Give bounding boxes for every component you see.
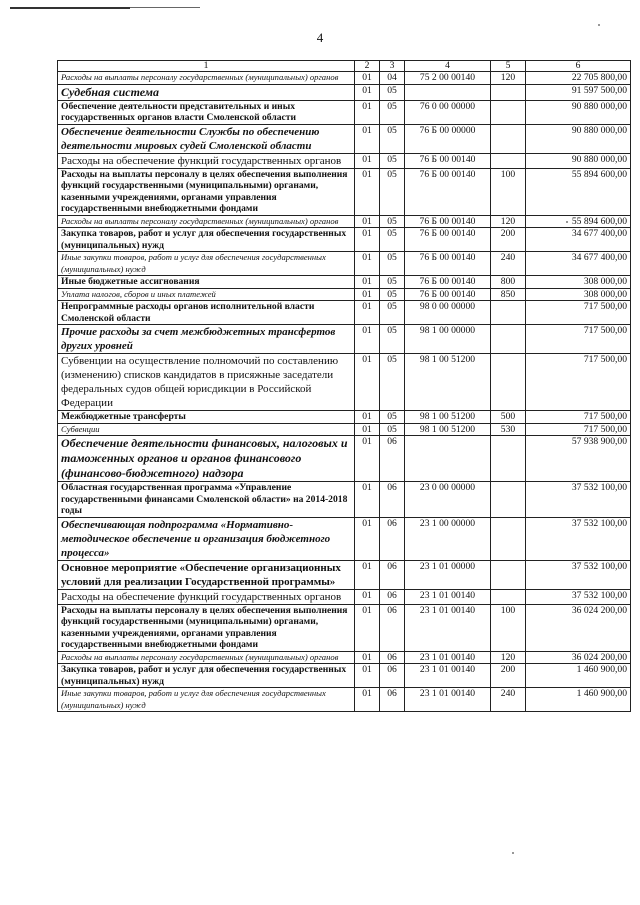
row-amount-cell: 90 880 000,00 bbox=[526, 153, 631, 168]
row-amount-cell: 717 500,00 bbox=[526, 301, 631, 325]
row-name-cell: Обеспечивающая подпрограмма «Нормативно-методическое обеспечение и организация бюджетного процесса» bbox=[58, 517, 355, 560]
row-name-cell: Иные бюджетные ассигнования bbox=[58, 276, 355, 289]
row-section-cell: 01 bbox=[355, 436, 380, 482]
column-header-name: 1 bbox=[58, 61, 355, 72]
row-expense-type-cell bbox=[491, 482, 526, 518]
row-expense-type-cell: 850 bbox=[491, 288, 526, 301]
row-expense-type-cell: 530 bbox=[491, 423, 526, 436]
row-target-article-cell: 98 1 00 00000 bbox=[405, 325, 491, 354]
row-section-cell: 01 bbox=[355, 215, 380, 228]
row-target-article-cell: 75 2 00 00140 bbox=[405, 72, 491, 85]
table-row bbox=[58, 252, 631, 276]
row-target-article-cell: 76 Б 00 00140 bbox=[405, 252, 491, 276]
column-header-subsection: 3 bbox=[380, 61, 405, 72]
row-section-cell: 01 bbox=[355, 276, 380, 289]
table-row bbox=[58, 72, 631, 85]
table-row bbox=[58, 354, 631, 411]
row-name-cell: Закупка товаров, работ и услуг для обеспечения государственных (муниципальных) нужд bbox=[58, 664, 355, 688]
table-body bbox=[58, 72, 631, 712]
row-amount-cell: 37 532 100,00 bbox=[526, 517, 631, 560]
table-row bbox=[58, 560, 631, 589]
row-expense-type-cell bbox=[491, 589, 526, 604]
scan-top-line-faint bbox=[130, 7, 200, 8]
row-target-article-cell: 23 1 01 00140 bbox=[405, 651, 491, 664]
row-name-cell: Расходы на обеспечение функций государственных органов bbox=[58, 153, 355, 168]
row-target-article-cell bbox=[405, 436, 491, 482]
budget-table bbox=[57, 60, 631, 712]
table-row bbox=[58, 301, 631, 325]
row-section-cell: 01 bbox=[355, 288, 380, 301]
scan-speck bbox=[512, 852, 514, 854]
row-subsection-cell: 05 bbox=[380, 423, 405, 436]
row-name-cell: Обеспечение деятельности финансовых, налоговых и таможенных органов и органов финансового (финансово-бюджетного) надзора bbox=[58, 436, 355, 482]
table-row bbox=[58, 482, 631, 518]
row-expense-type-cell: 120 bbox=[491, 72, 526, 85]
row-expense-type-cell: 200 bbox=[491, 228, 526, 252]
row-subsection-cell: 05 bbox=[380, 124, 405, 153]
row-expense-type-cell bbox=[491, 100, 526, 124]
row-section-cell: 01 bbox=[355, 688, 380, 712]
row-expense-type-cell bbox=[491, 436, 526, 482]
row-expense-type-cell: 100 bbox=[491, 604, 526, 651]
row-name-cell: Расходы на выплаты персоналу в целях обеспечения выполнения функций государственными (муниципальными) органами, казенными учреждениями, органами управления государственными внебюджетными фондами bbox=[58, 604, 355, 651]
scan-speck bbox=[598, 24, 600, 26]
row-target-article-cell: 76 Б 00 00000 bbox=[405, 124, 491, 153]
row-name-cell: Иные закупки товаров, работ и услуг для обеспечения государственных (муниципальных) нужд bbox=[58, 688, 355, 712]
row-subsection-cell: 06 bbox=[380, 651, 405, 664]
row-name-cell: Судебная система bbox=[58, 84, 355, 100]
table-row bbox=[58, 436, 631, 482]
row-expense-type-cell bbox=[491, 517, 526, 560]
row-name-cell: Областная государственная программа «Управление государственными финансами Смоленской области» на 2014-2018 годы bbox=[58, 482, 355, 518]
row-target-article-cell bbox=[405, 84, 491, 100]
table-row bbox=[58, 276, 631, 289]
table-row bbox=[58, 517, 631, 560]
row-amount-cell: 37 532 100,00 bbox=[526, 482, 631, 518]
column-header-amount: 6 bbox=[526, 61, 631, 72]
row-subsection-cell: 04 bbox=[380, 72, 405, 85]
row-name-cell: Субвенции bbox=[58, 423, 355, 436]
table-row bbox=[58, 124, 631, 153]
row-expense-type-cell: 200 bbox=[491, 664, 526, 688]
row-amount-cell: 37 532 100,00 bbox=[526, 589, 631, 604]
row-expense-type-cell: 120 bbox=[491, 215, 526, 228]
row-target-article-cell: 23 0 00 00000 bbox=[405, 482, 491, 518]
row-subsection-cell: 05 bbox=[380, 215, 405, 228]
row-name-cell: Обеспечение деятельности представительных и иных государственных органов власти Смоленской области bbox=[58, 100, 355, 124]
row-section-cell: 01 bbox=[355, 411, 380, 424]
row-section-cell: 01 bbox=[355, 651, 380, 664]
row-subsection-cell: 05 bbox=[380, 100, 405, 124]
row-subsection-cell: 06 bbox=[380, 560, 405, 589]
row-subsection-cell: 06 bbox=[380, 482, 405, 518]
row-expense-type-cell bbox=[491, 124, 526, 153]
row-target-article-cell: 76 Б 00 00140 bbox=[405, 288, 491, 301]
column-number-row bbox=[58, 61, 631, 72]
row-section-cell: 01 bbox=[355, 228, 380, 252]
row-name-cell: Расходы на выплаты персоналу государственных (муниципальных) органов bbox=[58, 651, 355, 664]
row-expense-type-cell bbox=[491, 301, 526, 325]
row-target-article-cell: 76 Б 00 00140 bbox=[405, 228, 491, 252]
row-amount-cell: 717 500,00 bbox=[526, 411, 631, 424]
table-row bbox=[58, 84, 631, 100]
scan-speck bbox=[566, 221, 568, 223]
row-section-cell: 01 bbox=[355, 664, 380, 688]
row-name-cell: Расходы на выплаты персоналу в целях обеспечения выполнения функций государственными (муниципальными) органами, казенными учреждениями, органами управления государственными внебюджетными фондами bbox=[58, 168, 355, 215]
row-target-article-cell: 76 Б 00 00140 bbox=[405, 276, 491, 289]
table-row bbox=[58, 168, 631, 215]
row-name-cell: Расходы на выплаты персоналу государственных (муниципальных) органов bbox=[58, 215, 355, 228]
row-section-cell: 01 bbox=[355, 589, 380, 604]
table-row bbox=[58, 228, 631, 252]
row-name-cell: Основное мероприятие «Обеспечение организационных условий для реализации Государственной программы» bbox=[58, 560, 355, 589]
table-row bbox=[58, 604, 631, 651]
row-section-cell: 01 bbox=[355, 517, 380, 560]
row-target-article-cell: 76 Б 00 00140 bbox=[405, 153, 491, 168]
row-name-cell: Расходы на выплаты персоналу государственных (муниципальных) органов bbox=[58, 72, 355, 85]
row-expense-type-cell: 800 bbox=[491, 276, 526, 289]
row-section-cell: 01 bbox=[355, 153, 380, 168]
row-target-article-cell: 23 1 00 00000 bbox=[405, 517, 491, 560]
row-amount-cell: 717 500,00 bbox=[526, 354, 631, 411]
column-header-expense-type: 5 bbox=[491, 61, 526, 72]
row-target-article-cell: 98 1 00 51200 bbox=[405, 423, 491, 436]
row-amount-cell: 36 024 200,00 bbox=[526, 651, 631, 664]
row-amount-cell: 22 705 800,00 bbox=[526, 72, 631, 85]
row-subsection-cell: 06 bbox=[380, 589, 405, 604]
row-target-article-cell: 23 1 01 00140 bbox=[405, 664, 491, 688]
table-row bbox=[58, 589, 631, 604]
row-section-cell: 01 bbox=[355, 124, 380, 153]
column-header-target-article: 4 bbox=[405, 61, 491, 72]
table-row bbox=[58, 153, 631, 168]
scan-top-line bbox=[10, 7, 130, 9]
row-section-cell: 01 bbox=[355, 100, 380, 124]
row-subsection-cell: 06 bbox=[380, 664, 405, 688]
row-target-article-cell: 76 Б 00 00140 bbox=[405, 215, 491, 228]
row-subsection-cell: 06 bbox=[380, 604, 405, 651]
row-section-cell: 01 bbox=[355, 252, 380, 276]
row-subsection-cell: 05 bbox=[380, 301, 405, 325]
row-amount-cell: 1 460 900,00 bbox=[526, 688, 631, 712]
row-subsection-cell: 05 bbox=[380, 325, 405, 354]
row-expense-type-cell bbox=[491, 153, 526, 168]
row-subsection-cell: 05 bbox=[380, 411, 405, 424]
table-row bbox=[58, 411, 631, 424]
table-row bbox=[58, 651, 631, 664]
row-amount-cell: 55 894 600,00 bbox=[526, 215, 631, 228]
row-subsection-cell: 06 bbox=[380, 436, 405, 482]
row-expense-type-cell: 500 bbox=[491, 411, 526, 424]
table-row bbox=[58, 664, 631, 688]
row-name-cell: Расходы на обеспечение функций государственных органов bbox=[58, 589, 355, 604]
row-section-cell: 01 bbox=[355, 423, 380, 436]
row-expense-type-cell: 240 bbox=[491, 252, 526, 276]
row-target-article-cell: 23 1 01 00000 bbox=[405, 560, 491, 589]
row-subsection-cell: 05 bbox=[380, 168, 405, 215]
row-amount-cell: 717 500,00 bbox=[526, 325, 631, 354]
row-expense-type-cell: 120 bbox=[491, 651, 526, 664]
table-row bbox=[58, 215, 631, 228]
row-name-cell: Иные закупки товаров, работ и услуг для обеспечения государственных (муниципальных) нужд bbox=[58, 252, 355, 276]
row-subsection-cell: 06 bbox=[380, 688, 405, 712]
row-expense-type-cell: 100 bbox=[491, 168, 526, 215]
table-row bbox=[58, 100, 631, 124]
row-amount-cell: 34 677 400,00 bbox=[526, 228, 631, 252]
page-number: 4 bbox=[316, 30, 324, 45]
row-expense-type-cell bbox=[491, 325, 526, 354]
row-name-cell: Межбюджетные трансферты bbox=[58, 411, 355, 424]
row-section-cell: 01 bbox=[355, 482, 380, 518]
row-subsection-cell: 05 bbox=[380, 84, 405, 100]
row-subsection-cell: 05 bbox=[380, 288, 405, 301]
row-subsection-cell: 05 bbox=[380, 276, 405, 289]
row-subsection-cell: 05 bbox=[380, 228, 405, 252]
row-amount-cell: 37 532 100,00 bbox=[526, 560, 631, 589]
row-target-article-cell: 23 1 01 00140 bbox=[405, 604, 491, 651]
row-name-cell: Непрограммные расходы органов исполнительной власти Смоленской области bbox=[58, 301, 355, 325]
row-section-cell: 01 bbox=[355, 168, 380, 215]
row-amount-cell: 1 460 900,00 bbox=[526, 664, 631, 688]
row-amount-cell: 717 500,00 bbox=[526, 423, 631, 436]
row-amount-cell: 34 677 400,00 bbox=[526, 252, 631, 276]
row-target-article-cell: 76 0 00 00000 bbox=[405, 100, 491, 124]
row-section-cell: 01 bbox=[355, 301, 380, 325]
table-row bbox=[58, 325, 631, 354]
row-name-cell: Субвенции на осуществление полномочий по составлению (изменению) списков кандидатов в присяжные заседатели федеральных судов общей юрисдикции в Российской Федерации bbox=[58, 354, 355, 411]
row-section-cell: 01 bbox=[355, 84, 380, 100]
row-name-cell: Прочие расходы за счет межбюджетных трансфертов других уровней bbox=[58, 325, 355, 354]
row-amount-cell: 308 000,00 bbox=[526, 276, 631, 289]
row-target-article-cell: 23 1 01 00140 bbox=[405, 589, 491, 604]
row-target-article-cell: 98 1 00 51200 bbox=[405, 354, 491, 411]
row-target-article-cell: 98 0 00 00000 bbox=[405, 301, 491, 325]
row-section-cell: 01 bbox=[355, 354, 380, 411]
row-subsection-cell: 05 bbox=[380, 354, 405, 411]
row-subsection-cell: 05 bbox=[380, 153, 405, 168]
row-amount-cell: 57 938 900,00 bbox=[526, 436, 631, 482]
row-expense-type-cell bbox=[491, 354, 526, 411]
row-expense-type-cell bbox=[491, 560, 526, 589]
row-section-cell: 01 bbox=[355, 72, 380, 85]
row-name-cell: Уплата налогов, сборов и иных платежей bbox=[58, 288, 355, 301]
row-subsection-cell: 05 bbox=[380, 252, 405, 276]
row-amount-cell: 36 024 200,00 bbox=[526, 604, 631, 651]
row-expense-type-cell bbox=[491, 84, 526, 100]
table-row bbox=[58, 288, 631, 301]
row-amount-cell: 91 597 500,00 bbox=[526, 84, 631, 100]
row-section-cell: 01 bbox=[355, 560, 380, 589]
row-subsection-cell: 06 bbox=[380, 517, 405, 560]
column-header-section: 2 bbox=[355, 61, 380, 72]
row-amount-cell: 55 894 600,00 bbox=[526, 168, 631, 215]
row-section-cell: 01 bbox=[355, 604, 380, 651]
row-expense-type-cell: 240 bbox=[491, 688, 526, 712]
row-target-article-cell: 98 1 00 51200 bbox=[405, 411, 491, 424]
row-name-cell: Обеспечение деятельности Службы по обеспечению деятельности мировых судей Смоленской области bbox=[58, 124, 355, 153]
table-row bbox=[58, 423, 631, 436]
row-amount-cell: 308 000,00 bbox=[526, 288, 631, 301]
row-section-cell: 01 bbox=[355, 325, 380, 354]
row-target-article-cell: 23 1 01 00140 bbox=[405, 688, 491, 712]
row-amount-cell: 90 880 000,00 bbox=[526, 124, 631, 153]
row-amount-cell: 90 880 000,00 bbox=[526, 100, 631, 124]
table-row bbox=[58, 688, 631, 712]
row-name-cell: Закупка товаров, работ и услуг для обеспечения государственных (муниципальных) нужд bbox=[58, 228, 355, 252]
row-target-article-cell: 76 Б 00 00140 bbox=[405, 168, 491, 215]
